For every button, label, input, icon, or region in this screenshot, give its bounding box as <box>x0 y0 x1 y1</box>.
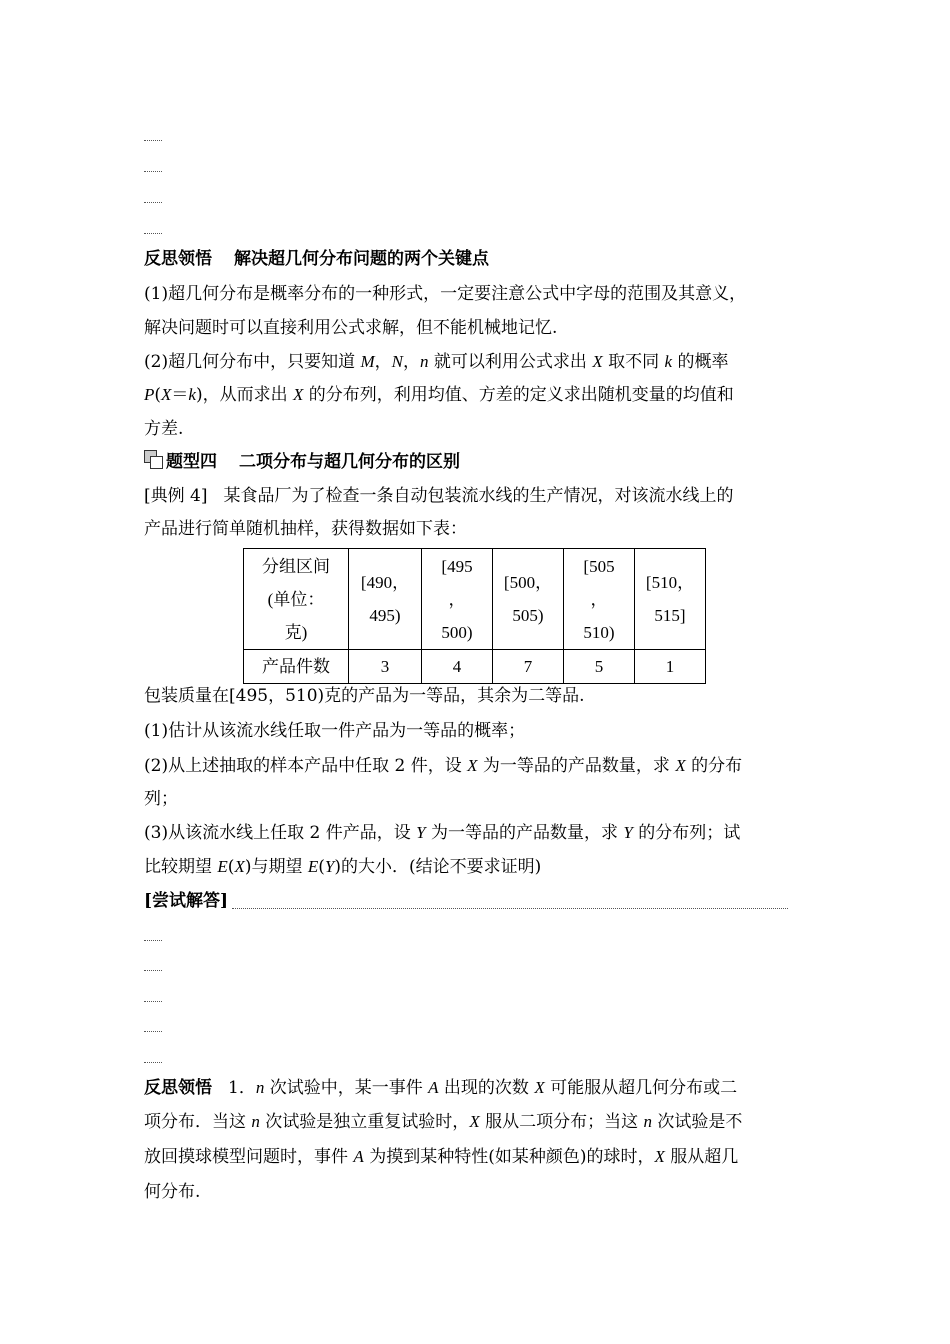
text: 项分布．当这 <box>144 1112 252 1132</box>
table-header-cell <box>564 549 635 650</box>
answer-blank-line <box>144 233 162 234</box>
cell-text: [510， <box>645 573 695 592</box>
section-title: 题型四 <box>166 452 217 472</box>
math-var: M <box>360 352 375 371</box>
table-cell: 7 <box>493 650 564 684</box>
math-var: X <box>234 857 245 876</box>
math-var: E <box>307 857 319 876</box>
reflection-2-line <box>144 1146 814 1168</box>
math-var: X <box>654 1147 665 1166</box>
text: 服从二项分布；当这 <box>479 1112 644 1132</box>
table-cell: 4 <box>422 650 493 684</box>
reflection-label: 反思领悟 <box>144 249 212 269</box>
text: 服从超几 <box>664 1147 739 1167</box>
text: )与期望 <box>244 857 308 877</box>
table-cell: 1 <box>635 650 706 684</box>
math-var: E <box>217 857 228 876</box>
table-header-cell <box>422 549 493 650</box>
text: ( <box>318 857 325 877</box>
table-row <box>244 650 706 684</box>
text: 可能服从超几何分布或二 <box>544 1078 738 1098</box>
text: 为一等品的产品数量，求 <box>477 756 676 776</box>
math-var: n <box>420 352 429 371</box>
cell-text: [505 <box>583 556 615 576</box>
answer-blank-line <box>144 140 162 141</box>
text: 次试验是不 <box>652 1112 743 1132</box>
math-var: X <box>675 756 686 775</box>
cell-text: 495) <box>369 606 401 625</box>
table-header-cell <box>493 549 564 650</box>
example-label: [典例 4] <box>144 486 208 506</box>
question-2-cont: 列； <box>144 789 178 809</box>
data-table <box>243 548 706 684</box>
paragraph-line <box>144 351 814 373</box>
math-var: P <box>144 385 155 404</box>
section-heading <box>166 451 836 473</box>
reflection-2-line <box>144 1111 814 1133</box>
cell-text: [500， <box>503 573 553 592</box>
math-var: n <box>255 1078 265 1097</box>
math-var: X <box>161 385 172 404</box>
text: 1． <box>228 1078 256 1098</box>
text: ， <box>403 352 420 372</box>
example-line: 产品进行简单随机抽样，获得数据如下表： <box>144 519 467 539</box>
text: (3)从该流水线上任取 2 件产品，设 <box>144 823 417 843</box>
section-subtitle: 二项分布与超几何分布的区别 <box>239 452 460 472</box>
math-var: X <box>534 1078 545 1097</box>
cell-text: 克) <box>284 622 308 642</box>
math-var: n <box>643 1112 653 1131</box>
try-answer-label: [尝试解答] <box>144 891 229 911</box>
text: 放回摸球模型问题时，事件 <box>144 1147 354 1167</box>
answer-blank-line <box>144 202 162 203</box>
text: 就可以利用公式求出 <box>428 352 593 372</box>
math-var: Y <box>416 823 426 842</box>
reflection-label: 反思领悟 <box>144 1078 212 1098</box>
answer-blank-line <box>144 1001 162 1002</box>
cell-text: 510) <box>583 622 615 642</box>
math-var: n <box>251 1112 260 1131</box>
math-var: N <box>391 352 403 371</box>
reflection-2-line <box>144 1077 814 1099</box>
text: (2)超几何分布中，只要知道 <box>144 352 361 372</box>
cell-text: [495 <box>441 556 473 576</box>
math-var: A <box>428 1078 439 1097</box>
text: 的概率 <box>672 352 729 372</box>
text: ( <box>227 857 235 877</box>
paragraph-line: 方差. <box>144 419 184 439</box>
math-var: X <box>293 385 304 404</box>
text: 比较期望 <box>144 857 218 877</box>
question-3-cont <box>144 856 814 878</box>
text: 出现的次数 <box>438 1078 535 1098</box>
reflection-heading <box>144 248 814 270</box>
text: 为摸到某种特性(如某种颜色)的球时， <box>363 1147 655 1167</box>
paragraph-line: 包装质量在[495，510)克的产品为一等品，其余为二等品. <box>144 686 585 706</box>
question-3 <box>144 822 814 844</box>
math-var: X <box>592 352 603 371</box>
cell-text: 505) <box>512 606 544 625</box>
example-line <box>144 485 814 507</box>
text: ， <box>374 352 392 372</box>
text: 的分布列，利用均值、方差的定义求出随机变量的均值和 <box>303 385 734 405</box>
cell-text: ， <box>590 589 608 609</box>
cell-text: ， <box>448 589 466 609</box>
cell-text: 515] <box>654 606 686 625</box>
cell-text: 分组区间 <box>262 556 330 576</box>
reflection-title: 解决超几何分布问题的两个关键点 <box>234 249 489 269</box>
answer-underline <box>232 908 788 909</box>
text: 次试验中，某一事件 <box>264 1078 429 1098</box>
text: (2)从上述抽取的样本产品中任取 2 件，设 <box>144 756 468 776</box>
question-1: (1)估计从该流水线任取一件产品为一等品的概率； <box>144 721 526 741</box>
cell-text: [490， <box>360 573 410 592</box>
table-header-cell <box>244 549 349 650</box>
text: )的大小．(结论不要求证明) <box>334 857 542 877</box>
answer-blank-line <box>144 940 162 941</box>
math-var: k <box>664 352 673 371</box>
math-var: Y <box>623 823 633 842</box>
text: 的分布 <box>685 756 743 776</box>
math-var: Y <box>324 857 335 876</box>
text: )，从而求出 <box>195 385 294 405</box>
table-cell: 3 <box>349 650 422 684</box>
text: 某食品厂为了检查一条自动包装流水线的生产情况，对该流水线上的 <box>223 486 734 506</box>
paragraph-line <box>144 384 814 406</box>
table-header-row <box>244 549 706 650</box>
table-row-label: 产品件数 <box>244 650 349 684</box>
paragraph-line: 解决问题时可以直接利用公式求解，但不能机械地记忆. <box>144 318 558 338</box>
math-var: X <box>469 1112 480 1131</box>
table-header-cell <box>349 549 422 650</box>
text: 的分布列；试 <box>632 823 741 843</box>
text: ( <box>154 385 162 405</box>
cell-text: (单位： <box>267 589 325 609</box>
answer-blank-line <box>144 970 162 971</box>
math-var: k <box>188 385 196 404</box>
paragraph-line: (1)超几何分布是概率分布的一种形式，一定要注意公式中字母的范围及其意义， <box>144 284 747 304</box>
text: 次试验是独立重复试验时， <box>259 1112 470 1132</box>
reflection-2-line: 何分布. <box>144 1182 201 1202</box>
text: ＝ <box>171 385 189 405</box>
question-2 <box>144 755 814 777</box>
text: 为一等品的产品数量，求 <box>425 823 624 843</box>
answer-blank-line <box>144 171 162 172</box>
answer-blank-line <box>144 1031 162 1032</box>
table-header-cell <box>635 549 706 650</box>
answer-blank-line <box>144 1062 162 1063</box>
section-icon <box>144 450 164 468</box>
cell-text: 500) <box>441 622 473 642</box>
table-cell: 5 <box>564 650 635 684</box>
text: 取不同 <box>602 352 665 372</box>
math-var: X <box>467 756 478 775</box>
math-var: A <box>353 1147 364 1166</box>
